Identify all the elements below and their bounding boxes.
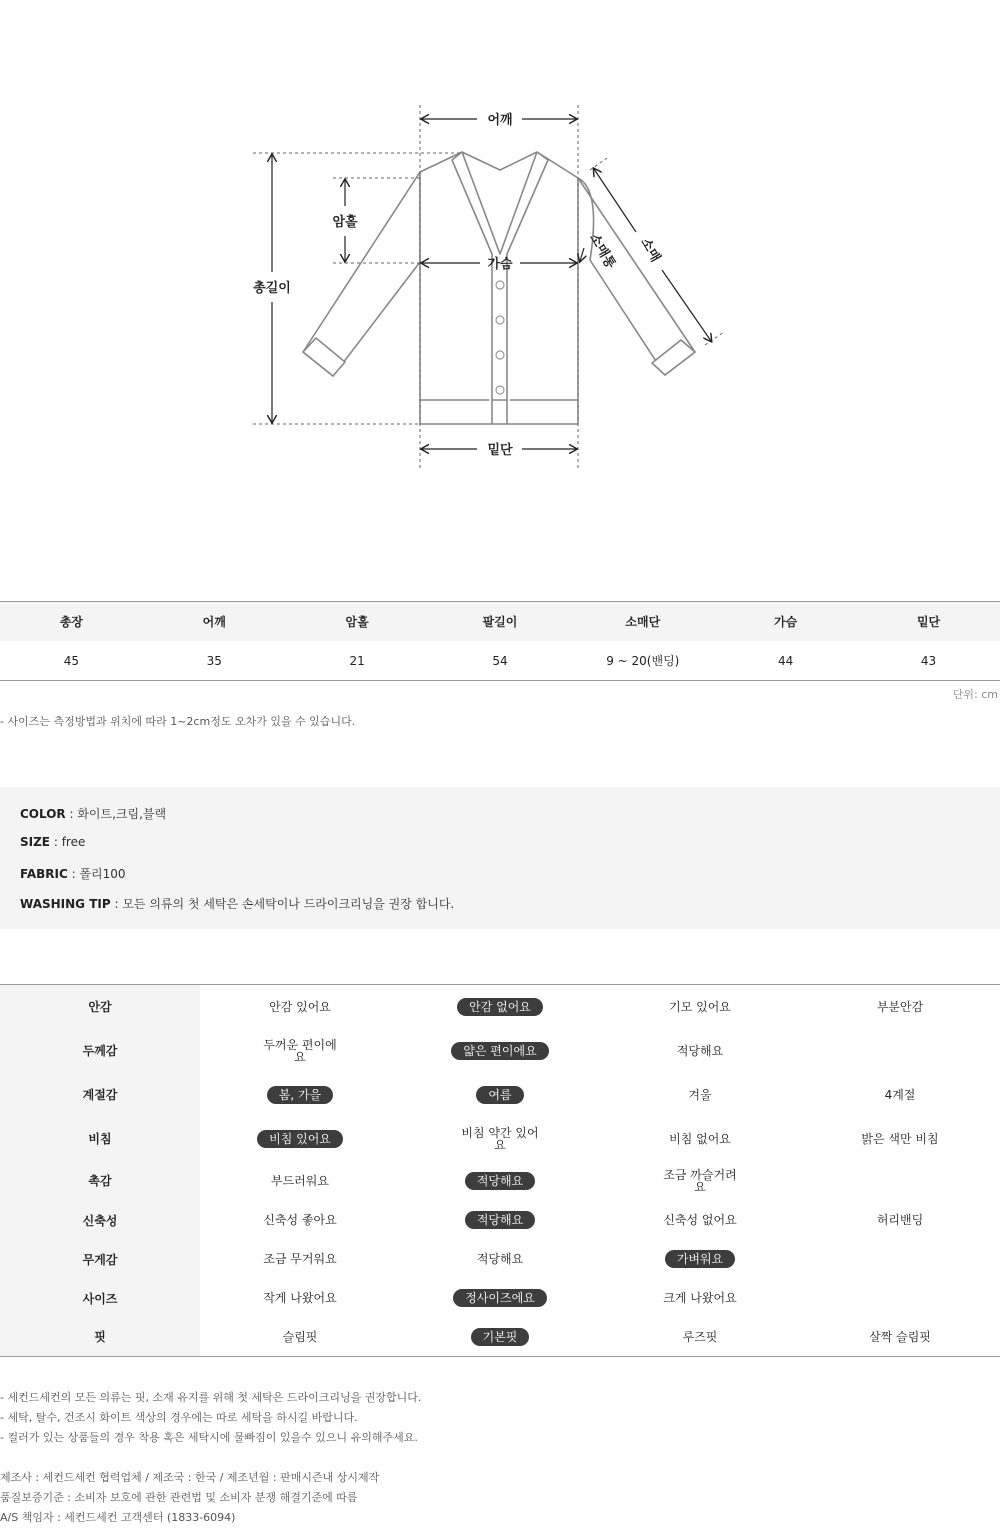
color-label: COLOR xyxy=(20,807,66,821)
feature-option: 부분안감 xyxy=(876,999,924,1014)
feature-label: 무게감 xyxy=(0,1240,200,1279)
feature-label: 촉감 xyxy=(0,1161,200,1201)
size-table xyxy=(0,601,1000,681)
footer-line: 품질보증기준 : 소비자 보호에 관한 관련법 및 소비자 분쟁 해결기준에 따름 xyxy=(0,1491,358,1504)
feature-row xyxy=(0,1029,1000,1073)
size-note: - 사이즈는 측정방법과 위치에 따라 1~2cm정도 오차가 있을 수 있습니다. xyxy=(0,715,356,728)
feature-option-cell xyxy=(200,1117,400,1161)
washing-row xyxy=(20,895,454,912)
feature-option: 밝은 색만 비침 xyxy=(861,1131,939,1146)
feature-option-cell xyxy=(600,1117,800,1161)
feature-option: 슬림핏 xyxy=(282,1329,318,1344)
feature-option: 비침 약간 있어요 xyxy=(461,1125,539,1152)
feature-row xyxy=(0,1201,1000,1240)
color-row xyxy=(20,805,166,822)
feature-option-cell xyxy=(600,1073,800,1117)
feature-label: 사이즈 xyxy=(0,1279,200,1318)
feature-label: 안감 xyxy=(0,985,200,1029)
feature-option-cell xyxy=(800,1161,1000,1201)
care-notes xyxy=(0,1388,421,1448)
care-note: - 컬러가 있는 상품들의 경우 착용 혹은 세탁시에 물빠짐이 있을수 있으니 유의해주세요. xyxy=(0,1431,418,1444)
value-cell: 44 xyxy=(714,641,857,681)
feature-option-cell xyxy=(800,1201,1000,1240)
feature-option-cell xyxy=(600,985,800,1029)
care-note: - 세컨드세컨의 모든 의류는 핏, 소재 유지를 위해 첫 세탁은 드라이크리닝을 권장합니다. xyxy=(0,1391,422,1404)
color-value: : 화이트,크림,블랙 xyxy=(65,807,167,821)
feature-option: 신축성 없어요 xyxy=(663,1213,737,1227)
feature-option: 적당해요 xyxy=(476,1252,524,1266)
feature-option: 신축성 좋아요 xyxy=(263,1213,337,1227)
value-cell: 43 xyxy=(857,641,1000,681)
value-cell: 54 xyxy=(429,641,572,681)
feature-option-cell xyxy=(800,985,1000,1029)
feature-option-cell xyxy=(400,1073,600,1117)
feature-option-cell xyxy=(400,1029,600,1073)
feature-table xyxy=(0,984,1000,1357)
feature-option-cell xyxy=(400,1240,600,1279)
feature-option-cell xyxy=(400,1161,600,1201)
fabric-label: FABRIC xyxy=(20,867,68,881)
feature-row xyxy=(0,1073,1000,1117)
feature-row xyxy=(0,1161,1000,1201)
feature-row xyxy=(0,1279,1000,1318)
washing-label: WASHING TIP xyxy=(20,897,111,911)
feature-option: 겨울 xyxy=(688,1087,712,1102)
label-cuff: 소매통 xyxy=(586,231,618,272)
feature-row xyxy=(0,1117,1000,1161)
label-hem: 밑단 xyxy=(487,443,513,458)
feature-option-selected: 적당해요 xyxy=(465,1211,535,1229)
header-cell: 암홀 xyxy=(286,602,429,642)
feature-option: 크게 나왔어요 xyxy=(663,1291,737,1305)
label-total-length: 총길이 xyxy=(253,281,291,296)
feature-option-cell xyxy=(600,1161,800,1201)
feature-label: 신축성 xyxy=(0,1201,200,1240)
feature-option: 비침 없어요 xyxy=(669,1131,731,1146)
footer-line: A/S 책임자 : 세컨드세컨 고객센터 (1833-6094) xyxy=(0,1511,236,1524)
manufacturer-info xyxy=(0,1468,379,1528)
fabric-value: : 폴리100 xyxy=(67,867,126,881)
header-cell: 어깨 xyxy=(143,602,286,642)
feature-option-cell xyxy=(200,1029,400,1073)
feature-option: 적당해요 xyxy=(676,1043,724,1058)
feature-option-cell xyxy=(800,1318,1000,1357)
feature-row xyxy=(0,1318,1000,1357)
feature-option-selected: 적당해요 xyxy=(465,1172,535,1190)
feature-option-selected: 여름 xyxy=(476,1086,523,1104)
unit-label: 단위: cm xyxy=(952,688,998,701)
size-table-row xyxy=(0,641,1000,681)
label-armhole: 암홀 xyxy=(332,215,358,230)
feature-option-selected: 정사이즈에요 xyxy=(453,1289,547,1307)
header-cell: 팔길이 xyxy=(429,602,572,642)
feature-option-cell xyxy=(200,1279,400,1318)
washing-value: : 모든 의류의 첫 세탁은 손세탁이나 드라이크리닝을 권장 합니다. xyxy=(110,897,455,911)
feature-option-cell xyxy=(800,1117,1000,1161)
value-cell: 35 xyxy=(143,641,286,681)
size-table-header xyxy=(0,602,1000,642)
feature-option-cell xyxy=(400,1279,600,1318)
feature-label: 핏 xyxy=(0,1318,200,1357)
cardigan-illustration xyxy=(0,0,1000,560)
header-cell: 밑단 xyxy=(857,602,1000,642)
feature-option-cell xyxy=(200,1318,400,1357)
feature-option: 두꺼운 편이에요 xyxy=(263,1037,337,1064)
value-cell: 45 xyxy=(0,641,143,681)
feature-option-cell xyxy=(400,1201,600,1240)
feature-option: 루즈핏 xyxy=(682,1329,718,1344)
feature-option-cell xyxy=(200,985,400,1029)
feature-option-cell xyxy=(600,1240,800,1279)
feature-option: 살짝 슬림핏 xyxy=(869,1329,931,1344)
product-info-box xyxy=(0,787,1000,929)
feature-label: 계절감 xyxy=(0,1073,200,1117)
feature-option-cell xyxy=(600,1279,800,1318)
feature-option: 안감 있어요 xyxy=(269,999,331,1014)
feature-option-selected: 안감 없어요 xyxy=(457,998,543,1016)
feature-option-selected: 기본핏 xyxy=(471,1328,530,1346)
feature-label: 비침 xyxy=(0,1117,200,1161)
feature-option-cell xyxy=(200,1161,400,1201)
feature-option: 기모 있어요 xyxy=(669,999,731,1014)
size-label: SIZE xyxy=(20,835,51,849)
feature-option: 부드러워요 xyxy=(271,1173,329,1188)
feature-option-selected: 봄, 가을 xyxy=(267,1086,333,1104)
feature-option-cell xyxy=(600,1029,800,1073)
feature-option-cell xyxy=(200,1073,400,1117)
feature-option: 허리밴딩 xyxy=(876,1213,924,1227)
header-cell: 소매단 xyxy=(571,602,714,642)
feature-option-cell xyxy=(800,1240,1000,1279)
feature-option-cell xyxy=(600,1318,800,1357)
feature-option-cell xyxy=(200,1240,400,1279)
value-cell: 9 ~ 20(밴딩) xyxy=(571,641,714,681)
header-cell: 가슴 xyxy=(714,602,857,642)
feature-option-selected: 가벼워요 xyxy=(665,1250,735,1268)
size-row xyxy=(20,835,85,849)
feature-label: 두께감 xyxy=(0,1029,200,1073)
size-value: : free xyxy=(50,835,86,849)
feature-option: 조금 까슬거려요 xyxy=(663,1167,737,1194)
feature-row xyxy=(0,1240,1000,1279)
label-sleeve: 소매 xyxy=(637,235,663,265)
feature-option-cell xyxy=(800,1073,1000,1117)
feature-option-selected: 비침 있어요 xyxy=(257,1130,343,1148)
feature-option-cell xyxy=(600,1201,800,1240)
footer-line: 제조사 : 세컨드세컨 협력업체 / 제조국 : 한국 / 제조년월 : 판매시즌내 상시제작 xyxy=(0,1471,380,1484)
header-cell: 총장 xyxy=(0,602,143,642)
feature-option-cell xyxy=(800,1279,1000,1318)
feature-option-cell xyxy=(400,985,600,1029)
care-note: - 세탁, 탈수, 건조시 화이트 색상의 경우에는 따로 세탁을 하시길 바랍니다. xyxy=(0,1411,358,1424)
feature-option: 4계절 xyxy=(884,1087,916,1102)
label-shoulder: 어깨 xyxy=(487,113,513,128)
feature-row xyxy=(0,985,1000,1029)
value-cell: 21 xyxy=(286,641,429,681)
feature-option: 작게 나왔어요 xyxy=(263,1291,337,1305)
feature-option: 조금 무거워요 xyxy=(263,1252,337,1266)
feature-option-cell xyxy=(400,1318,600,1357)
label-chest: 가슴 xyxy=(487,257,513,272)
feature-option-selected: 얇은 편이에요 xyxy=(451,1042,548,1060)
measurement-diagram xyxy=(0,0,1000,560)
feature-option-cell xyxy=(400,1117,600,1161)
feature-option-cell xyxy=(800,1029,1000,1073)
feature-option-cell xyxy=(200,1201,400,1240)
fabric-row xyxy=(20,865,126,882)
